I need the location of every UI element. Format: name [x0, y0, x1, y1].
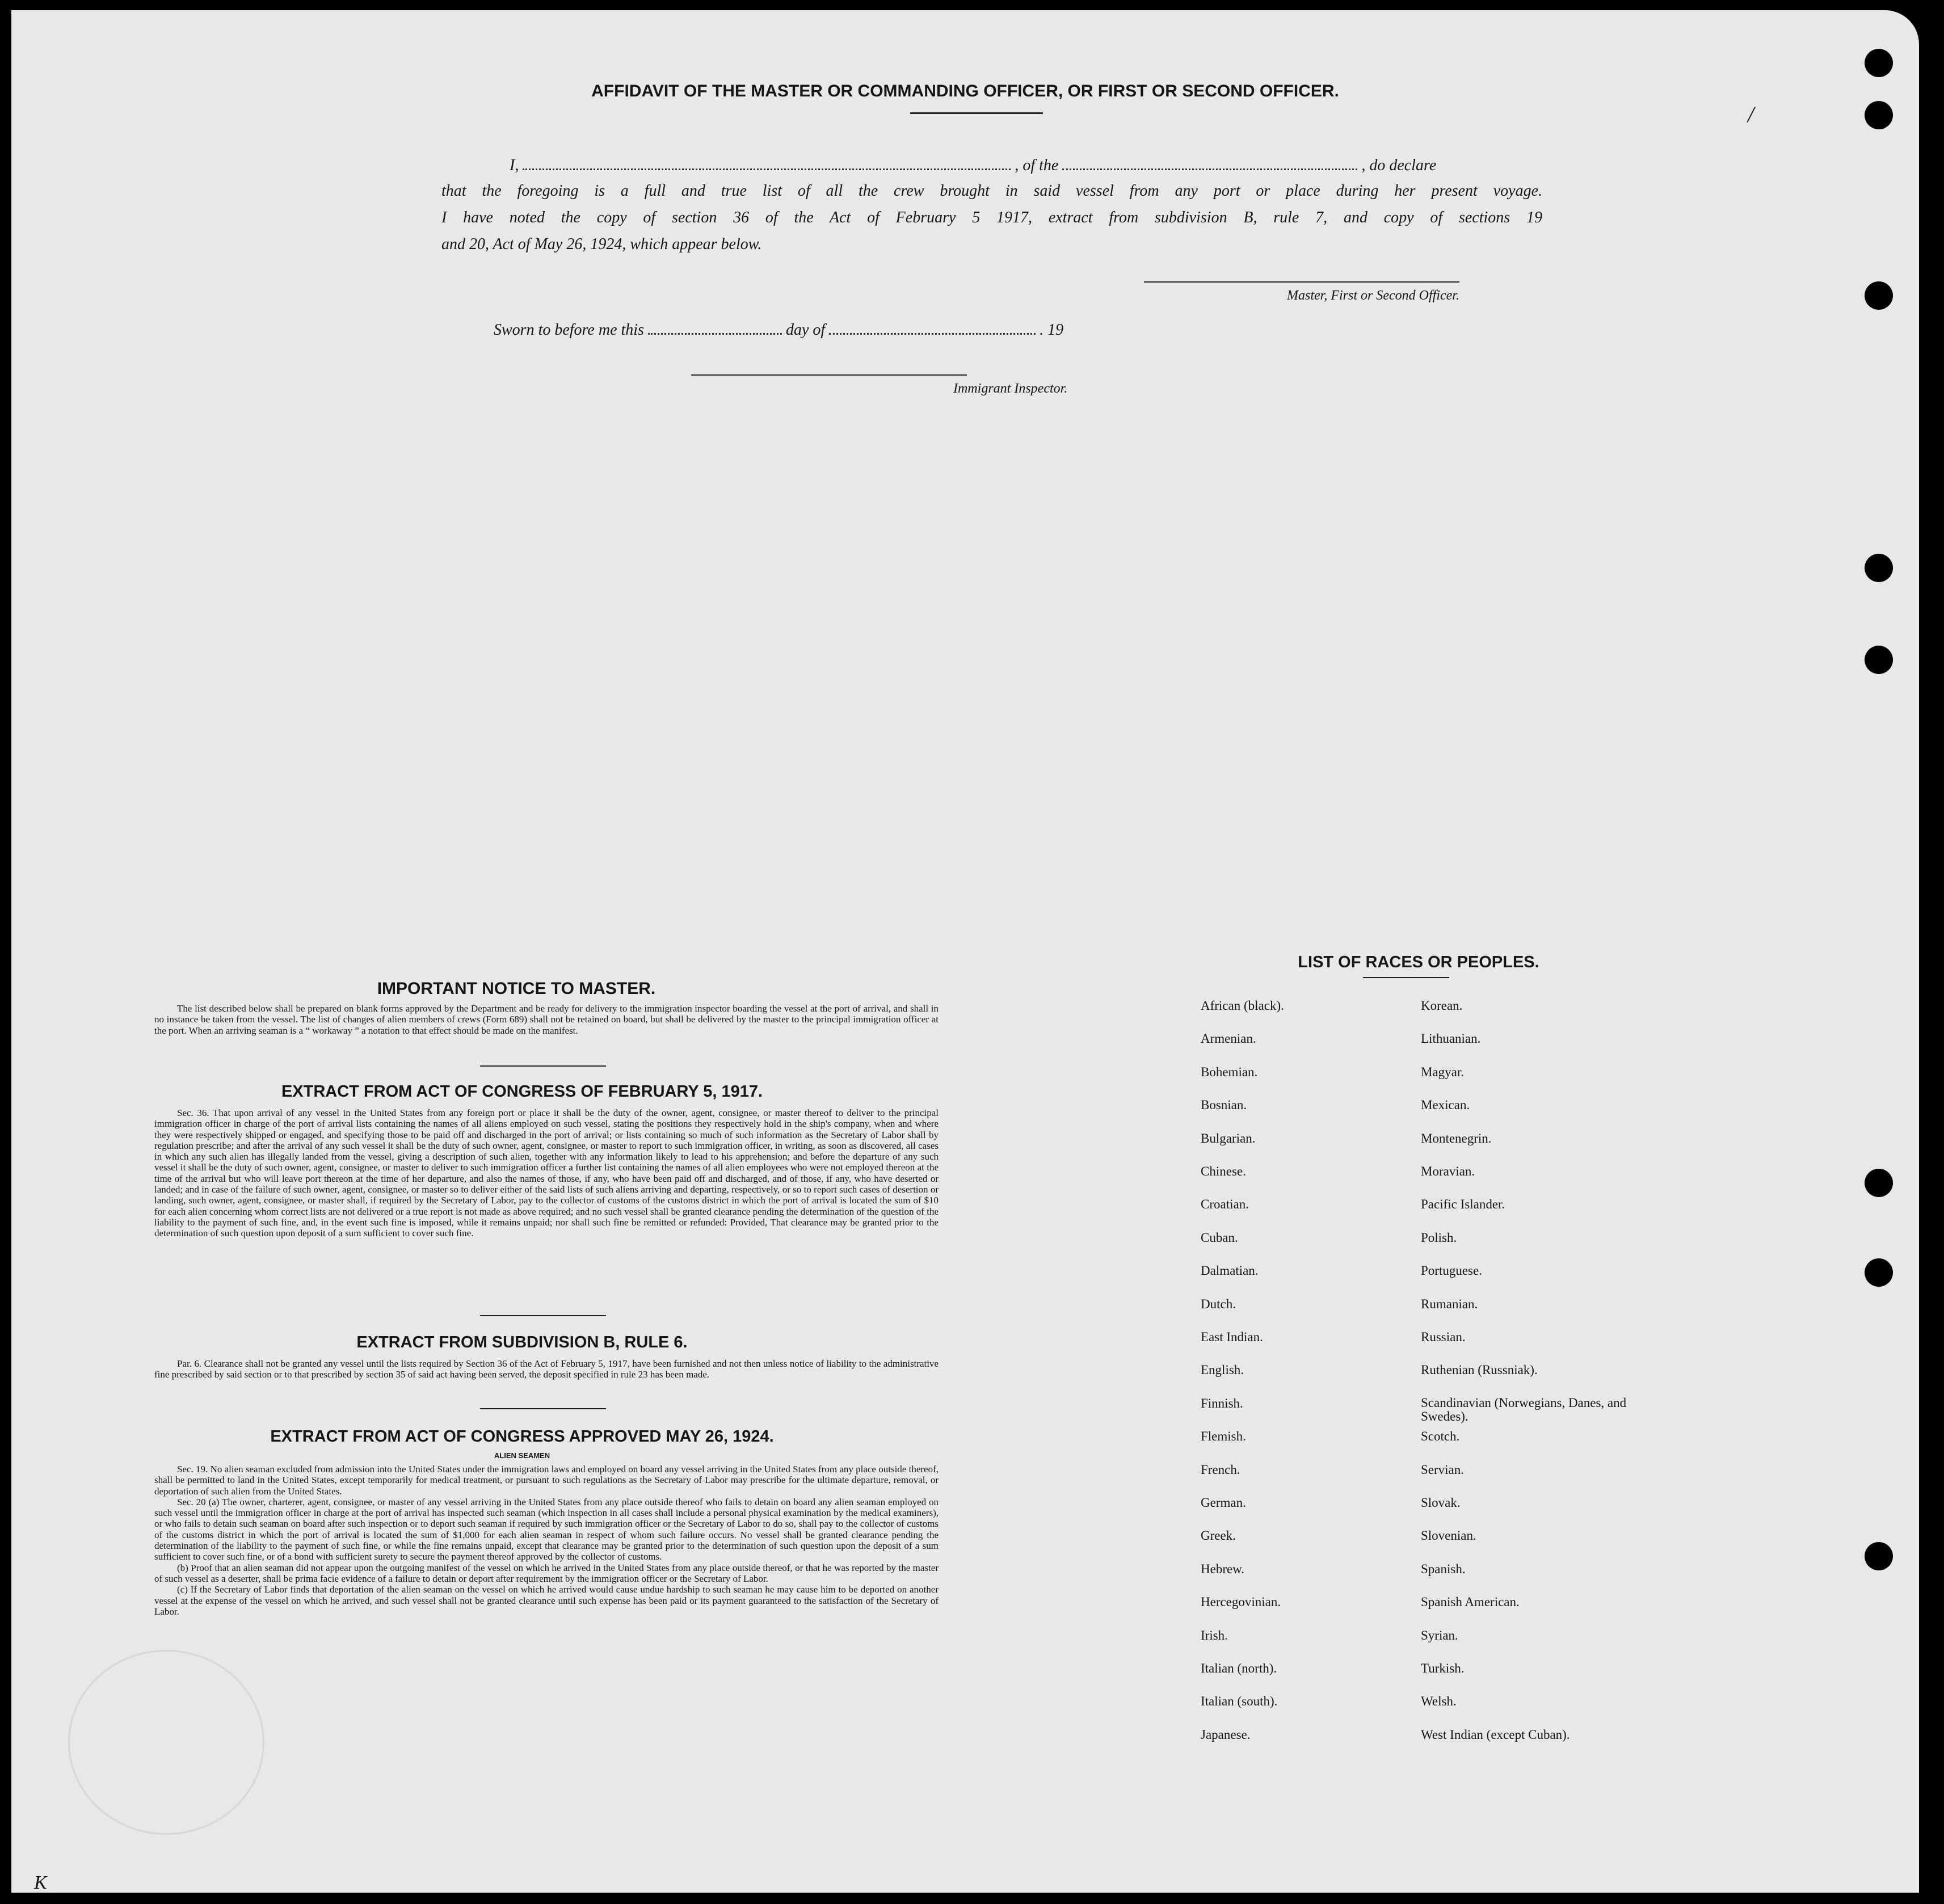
divider — [1363, 977, 1449, 978]
punch-hole — [1865, 281, 1893, 310]
divider — [480, 1065, 606, 1067]
race-item: Mexican. — [1421, 1098, 1470, 1113]
race-item: East Indian. — [1201, 1330, 1263, 1344]
race-item: Irish. — [1201, 1628, 1228, 1642]
race-item: Scotch. — [1421, 1429, 1460, 1444]
race-item: Welsh. — [1421, 1694, 1457, 1709]
embossed-seal — [68, 1650, 264, 1835]
race-item: Pacific Islander. — [1421, 1197, 1505, 1212]
race-item: Dalmatian. — [1201, 1263, 1259, 1278]
race-item: Rumanian. — [1421, 1296, 1478, 1311]
divider — [480, 1408, 606, 1409]
punch-hole — [1865, 1542, 1893, 1570]
races-title: LIST OF RACES OR PEOPLES. — [1298, 953, 1539, 971]
race-item: Bohemian. — [1201, 1064, 1258, 1079]
declaration-line: and 20, Act of May 26, 1924, which appear below. — [441, 235, 762, 253]
i-label: I, — [510, 157, 519, 174]
race-item: Lithuanian. — [1421, 1031, 1481, 1046]
race-item: Cuban. — [1201, 1230, 1238, 1245]
race-item: German. — [1201, 1496, 1246, 1510]
signature-line[interactable] — [1144, 281, 1459, 283]
race-item: Ruthenian (Russniak). — [1421, 1363, 1538, 1378]
margin-mark: K — [34, 1872, 47, 1893]
race-item: Flemish. — [1201, 1429, 1246, 1444]
race-item: West Indian (except Cuban). — [1421, 1727, 1570, 1742]
do-declare-label: , do declare — [1361, 157, 1437, 174]
extract-1924-body — [154, 1464, 939, 1617]
extract-rule-body — [154, 1358, 939, 1380]
race-item: Russian. — [1421, 1330, 1466, 1344]
race-item: African (black). — [1201, 999, 1284, 1013]
extract-rule-title: EXTRACT FROM SUBDIVISION B, RULE 6. — [356, 1333, 688, 1351]
race-item: Croatian. — [1201, 1197, 1249, 1212]
punch-hole — [1865, 1169, 1893, 1197]
race-item: Bosnian. — [1201, 1098, 1247, 1113]
sworn-line — [494, 321, 1063, 339]
race-item: Syrian. — [1421, 1628, 1458, 1642]
alien-seamen-subtitle: ALIEN SEAMEN — [494, 1451, 550, 1460]
race-item: Italian (south). — [1201, 1694, 1278, 1709]
of-the-label: , of the — [1015, 157, 1059, 174]
divider — [910, 112, 1043, 114]
punch-hole — [1865, 554, 1893, 582]
race-item: Italian (north). — [1201, 1661, 1277, 1675]
extract-1917-title: EXTRACT FROM ACT OF CONGRESS OF FEBRUARY 5, 1917. — [281, 1082, 763, 1101]
race-item: Spanish American. — [1421, 1595, 1520, 1610]
vessel-field[interactable] — [1062, 169, 1357, 170]
race-item: Hercegovinian. — [1201, 1595, 1281, 1610]
name-field[interactable] — [523, 169, 1011, 170]
race-item: Spanish. — [1421, 1561, 1466, 1576]
race-item: Finnish. — [1201, 1396, 1243, 1410]
inspector-label: Immigrant Inspector. — [953, 381, 1068, 396]
race-item: Magyar. — [1421, 1064, 1465, 1079]
race-item: Japanese. — [1201, 1727, 1251, 1742]
race-item: Hebrew. — [1201, 1561, 1245, 1576]
race-item: Bulgarian. — [1201, 1131, 1256, 1145]
sworn-label: Sworn to before me this — [494, 321, 644, 339]
notice-title: IMPORTANT NOTICE TO MASTER. — [377, 979, 656, 998]
declaration-line: that the foregoing is a full and true list of all the crew brought in said vessel from any port or place during her present voyage. — [441, 182, 1542, 200]
race-item: Greek. — [1201, 1528, 1236, 1543]
section-20b-text: (b) Proof that an alien seaman did not appear upon the outgoing manifest of the vessel on which he arrived in the United States from any place outside thereof, or that he was reported by the master of such vessel as a deserter, shall be prima facie evidence of a failure to detain or deport after requirement by the immigration officer or the Secretary of Labor. — [154, 1562, 939, 1584]
day-field[interactable] — [648, 333, 782, 335]
race-item: Montenegrin. — [1421, 1131, 1492, 1145]
inspector-signature-line[interactable] — [691, 374, 967, 376]
race-item: French. — [1201, 1462, 1240, 1477]
signature-label: Master, First or Second Officer. — [1287, 288, 1459, 303]
race-item: English. — [1201, 1363, 1244, 1378]
race-item: Slovenian. — [1421, 1528, 1476, 1543]
affidavit-title: AFFIDAVIT OF THE MASTER OR COMMANDING OFFICER, OR FIRST OR SECOND OFFICER. — [591, 82, 1339, 100]
year-label: . 19 — [1040, 321, 1064, 339]
month-field[interactable] — [829, 333, 1036, 335]
race-item: Portuguese. — [1421, 1263, 1482, 1278]
race-item: Moravian. — [1421, 1164, 1475, 1178]
punch-hole — [1865, 646, 1893, 674]
race-item: Armenian. — [1201, 1031, 1256, 1046]
race-item: Polish. — [1421, 1230, 1457, 1245]
race-item: Korean. — [1421, 999, 1463, 1013]
race-item: Dutch. — [1201, 1296, 1236, 1311]
divider — [480, 1315, 606, 1316]
section-36-text: Sec. 36. That upon arrival of any vessel in the United States from any foreign port or place it shall be the duty of the owner, agent, consignee, or master thereof to deliver to the principal immigration officer in charge of the port of arrival lists containing the names of all aliens employed on such vessel, stating the positions they respectively hold in the ship's company, when and where they were respectively shipped or engaged, and specifying those to be paid off and discharged in the port of arrival; or lists containing so much of such information as the Secretary of Labor shall by regulation prescribe; and after the arrival of any such vessel it shall be the duty of such owner, agent, consignee, or master to report to such immigration officer, in writing, as soon as discovered, all cases in which any such alien has illegally landed from the vessel, giving a description of such alien, together with any information likely to lead to his apprehension; and before the departure of any such vessel it shall be the duty of such owner, agent, consignee, or master to deliver to such immigration officer a further list containing the names of all alien employees who were not employed thereon at the time of the arrival but who will leave port thereon at the time of her departure, and also the names of those, if any, who have been paid off and discharged, and of those, if any, who have deserted or landed; and in case of the failure of such owner, agent, consignee, or master so to deliver either of the said lists of such aliens arriving and departing, respectively, or so to report such cases of desertion or landing, such owner, agent, consignee, or master shall, if required by the Secretary of Labor, pay to the collector of customs of the customs district in which the port of arrival is located the sum of $10 for each alien concerning whom correct lists are not delivered or a true report is not made as above required; and no such vessel shall be granted clearance pending the determination of the question of the liability to the payment of such fine, and, in the event such fine is imposed, while it remains unpaid; nor shall such fine be remitted or refunded: Provided, That clearance may be granted prior to the determination of such question upon deposit of a sum sufficient to cover such fine. — [154, 1107, 939, 1239]
document-page — [11, 10, 1919, 1893]
section-20a-text: Sec. 20 (a) The owner, charterer, agent, consignee, or master of any vessel arriving in the United States from any place outside thereof who fails to detain on board any alien seaman employed on such vessel until the immigration officer in charge at the port of arrival has inspected such seaman (which inspection in all cases shall include a personal physical examination by the medical examiners), or who fails to detain such seaman on board after such inspection or to deport such seaman if required by such immigration officer or the Secretary of Labor to do so, shall pay to the collector of customs of the customs district in which the port of arrival is located the sum of $1,000 for each alien seaman in respect of whom such failure occurs. No vessel shall be granted clearance pending the determination of the liability to the payment of such fine, or while the fine remains unpaid, except that clearance may be granted prior to the determination of such question upon the deposit of a sum sufficient to cover such fine, or of a bond with sufficient surety to secure the payment thereof approved by the collector of customs. — [154, 1496, 939, 1562]
section-19-text: Sec. 19. No alien seaman excluded from admission into the United States under the immigration laws and employed on board any vessel arriving in the United States from any place outside thereof, shall be permitted to land in the United States, except temporarily for medical treatment, or pursuant to such regulations as the Secretary of Labor may prescribe for the ultimate departure, removal, or deportation of such alien from the United States. — [154, 1464, 939, 1497]
extract-1917-body — [154, 1107, 939, 1239]
extract-1924-title: EXTRACT FROM ACT OF CONGRESS APPROVED MAY 26, 1924. — [270, 1427, 774, 1446]
declaration-line: I have noted the copy of section 36 of the Act of February 5 1917, extract from subdivision B, rule 7, and copy of sections 19 — [441, 209, 1542, 226]
punch-hole — [1865, 101, 1893, 129]
race-item: Turkish. — [1421, 1661, 1465, 1675]
race-item: Chinese. — [1201, 1164, 1246, 1178]
punch-hole — [1865, 49, 1893, 77]
declaration-line — [510, 157, 1436, 175]
par-6-text: Par. 6. Clearance shall not be granted any vessel until the lists required by Section 36 of the Act of February 5, 1917, have been furnished and not then unless notice of liability to the administrative fine prescribed by said section or to that prescribed by section 35 of said act having been served, the deposit specified in rule 23 has been made. — [154, 1358, 939, 1380]
day-of-label: day of — [785, 321, 826, 339]
notice-body — [154, 1003, 939, 1036]
race-item: Slovak. — [1421, 1496, 1461, 1510]
notice-paragraph: The list described below shall be prepared on blank forms approved by the Department and be ready for delivery to the immigration inspector boarding the vessel at the port of arrival, and shall in no instance be taken from the vessel. The list of changes of alien members of crews (Form 689) shall not be retained on board, but shall be delivered by the master to the principal immigration officer at the port. When an arriving seaman is a “ workaway ” a notation to that effect should be made on the manifest. — [154, 1003, 939, 1036]
section-20c-text: (c) If the Secretary of Labor finds that deportation of the alien seaman on the vessel on which he arrived would cause undue hardship to such seaman he may cause him to be deported on another vessel at the expense of the vessel on which he arrived, and such vessel shall not be granted clearance until such expense has been paid or its payment guaranteed to the satisfaction of the Secretary of Labor. — [154, 1584, 939, 1617]
margin-mark: / — [1748, 102, 1754, 127]
punch-hole — [1865, 1258, 1893, 1287]
race-item: Scandinavian (Norwegians, Danes, and Swedes). — [1421, 1395, 1627, 1423]
race-item: Servian. — [1421, 1462, 1465, 1477]
